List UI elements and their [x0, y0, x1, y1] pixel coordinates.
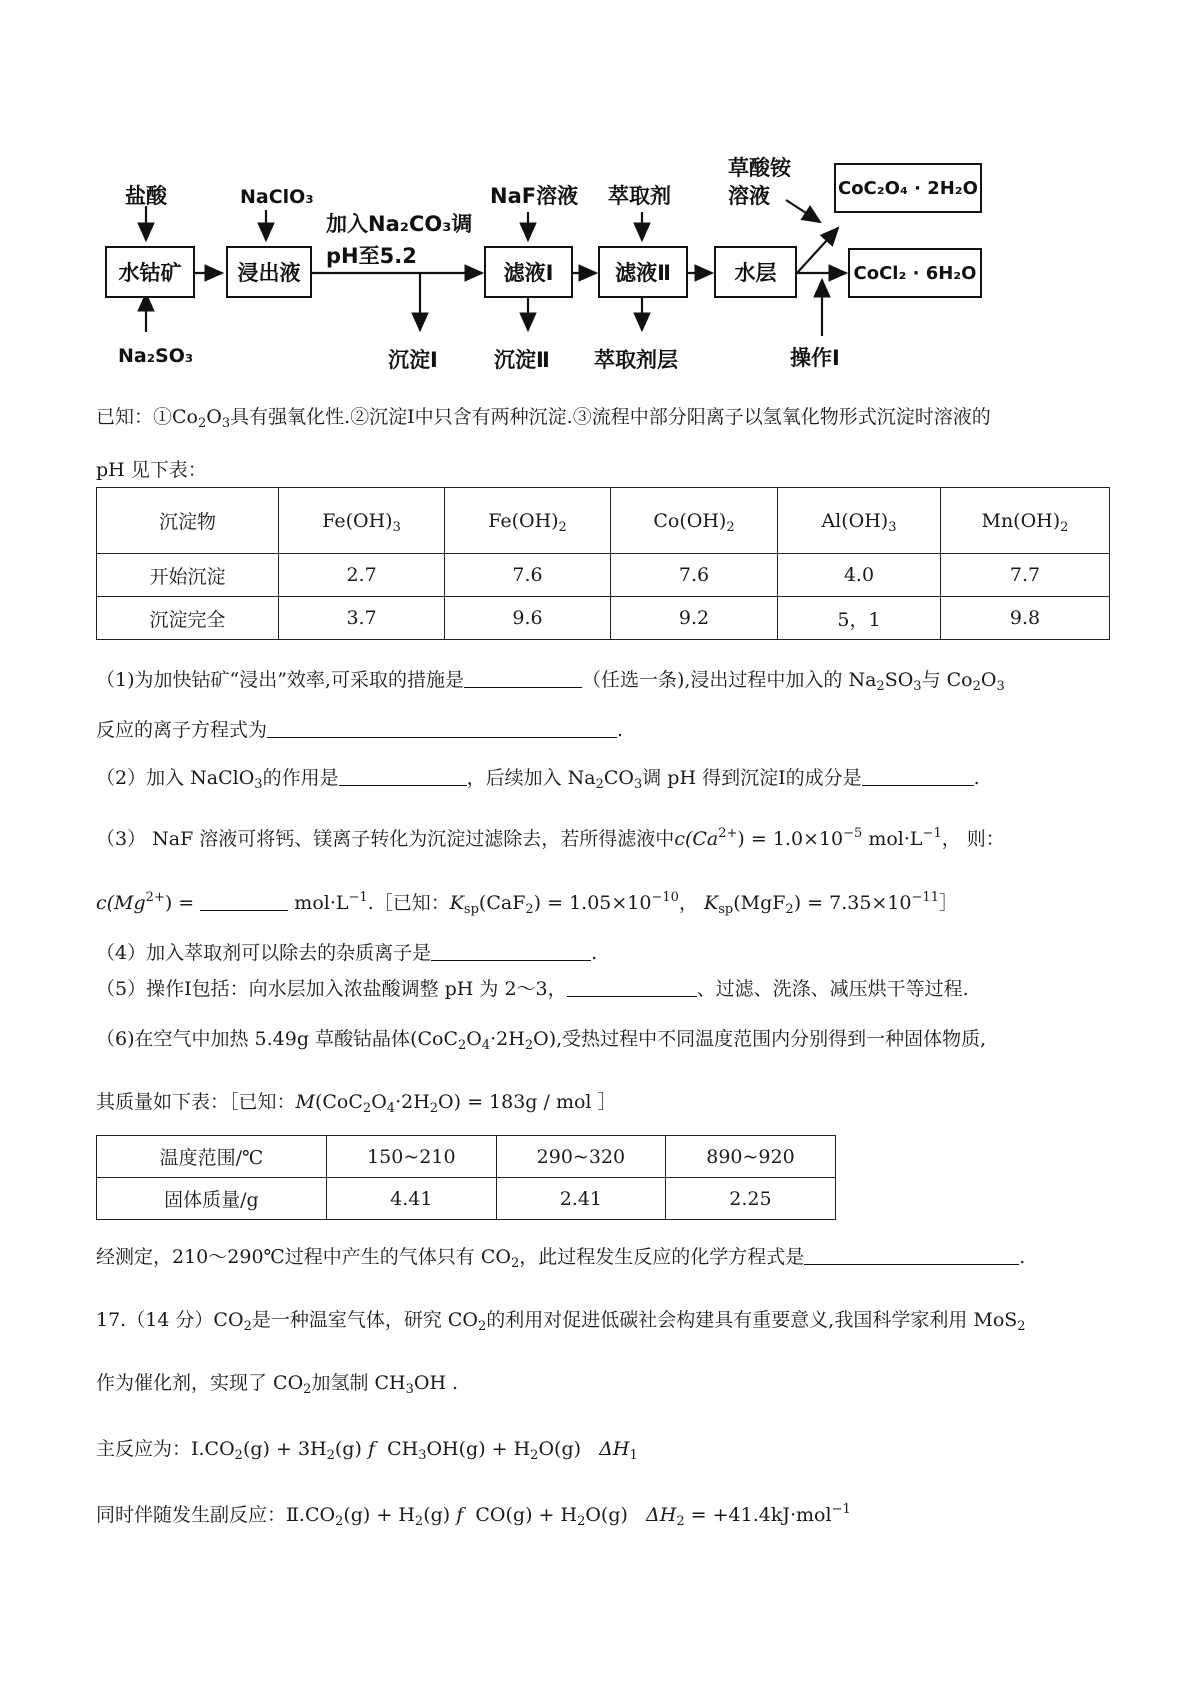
- table-cell: 开始沉淀: [97, 554, 279, 597]
- question-17-line2: 作为催化剂，实现了 $CO_2$加氢制 $CH_3OH$ .: [96, 1372, 459, 1397]
- output-extractant-layer: 萃取剂层: [594, 348, 678, 372]
- table-cell: $Co(OH)_2$: [611, 488, 778, 554]
- answer-blank: [339, 765, 467, 786]
- table-cell: 150~210: [326, 1136, 496, 1178]
- output-operation-1: 操作Ⅰ: [790, 346, 840, 370]
- table-cell: 5，1: [777, 597, 940, 640]
- question-1-line2: 反应的离子方程式为 .: [96, 719, 624, 741]
- reagent-naf: NaF溶液: [490, 184, 579, 208]
- box-product-cobalt-chloride: CoCl₂ · 6H₂O: [848, 248, 982, 298]
- table-cell: $Fe(OH)_2$: [445, 488, 611, 554]
- table-cell: 9.8: [940, 597, 1109, 640]
- known-info-line2: pH 见下表：: [96, 459, 207, 481]
- question-5: （5）操作Ⅰ包括：向水层加入浓盐酸调整 pH 为 2～3， 、过滤、洗涤、减压烘干等过程.: [96, 978, 969, 1000]
- box-filtrate-1: 滤液Ⅰ: [484, 246, 573, 298]
- question-3-line2: $c(Mg^{2+})$ = $mol\cdot L^{-1}.[$已知：$K_{sp}(CaF_2) = 1.05\times 10^{-10}$， $K_{sp}(MgF_2)$ = $7.35\times 10^{-11}]$: [96, 890, 958, 917]
- table-cell: 9.6: [445, 597, 611, 640]
- reagent-oxalate-line1: 草酸铵: [728, 156, 791, 180]
- reagent-extractant: 萃取剂: [608, 184, 671, 208]
- answer-blank: [200, 890, 288, 911]
- table-row: [97, 597, 1110, 640]
- answer-blank: [431, 940, 591, 961]
- table-cell: 4.41: [326, 1178, 496, 1220]
- table-cell: 890~920: [665, 1136, 835, 1178]
- reagent-hcl: 盐酸: [125, 184, 167, 208]
- table-cell: 9.2: [611, 597, 778, 640]
- reagent-naclo3: NaClO₃: [240, 186, 314, 208]
- question-2: （2）加入 NaClO$_3$的作用是 ，后续加入 $Na_2CO_3$调 pH 得到沉淀Ⅰ的成分是 .: [96, 767, 980, 792]
- reagent-na2so3: Na₂SO₃: [118, 345, 194, 367]
- answer-blank: [804, 1244, 1019, 1265]
- table-cell: 沉淀物: [97, 488, 279, 554]
- table-cell: 沉淀完全: [97, 597, 279, 640]
- box-water-layer: 水层: [714, 246, 797, 298]
- answer-blank: [267, 717, 617, 738]
- adjust-ph-line2: pH至5.2: [326, 244, 417, 268]
- answer-blank: [464, 667, 582, 688]
- known-info-line1: 已知：$①Co_2O_3$具有强氧化性.②沉淀Ⅰ中只含有两种沉淀.③流程中部分阳离子以氢氧化物形式沉淀时溶液的: [96, 406, 991, 431]
- main-reaction: 主反应为：$Ⅰ.CO_2(g) + 3H_2(g)$ f $CH_3OH(g) + H_2O(g)$ $\Delta H_1$: [96, 1438, 638, 1463]
- question-17-line1: 17.（14 分）$CO_2$是一种温室气体，研究 $CO_2$的利用对促进低碳社会构建具有重要意义,我国科学家利用 MoS$_2$: [96, 1309, 1026, 1334]
- box-leachate: 浸出液: [226, 246, 312, 298]
- box-product-cobalt-oxalate: CoC₂O₄ · 2H₂O: [834, 163, 982, 213]
- table-cell: 2.7: [279, 554, 445, 597]
- table-cell: $Fe(OH)_3$: [279, 488, 445, 554]
- table-header-row: [97, 488, 1110, 554]
- reagent-oxalate-line2: 溶液: [728, 184, 770, 208]
- answer-blank: [862, 765, 974, 786]
- box-filtrate-2: 滤液Ⅱ: [598, 246, 688, 298]
- table-cell: 固体质量/g: [97, 1178, 327, 1220]
- flow-arrows: [0, 0, 1200, 380]
- output-precipitate-1: 沉淀Ⅰ: [388, 348, 438, 372]
- hydroxide-ph-table: [96, 487, 1110, 640]
- box-cobalt-ore: 水钴矿: [105, 246, 195, 298]
- table-row: [97, 1178, 836, 1220]
- adjust-ph-line1: 加入Na₂CO₃调: [326, 212, 473, 236]
- table-cell: 2.25: [665, 1178, 835, 1220]
- table-cell: 3.7: [279, 597, 445, 640]
- question-6-line2: 其质量如下表：［已知：$M(CoC_2O_4\cdot 2H_2O) = 183g$ / mol ］: [96, 1091, 617, 1116]
- table-header-row: [97, 1136, 836, 1178]
- question-6-followup: 经测定，210～290℃过程中产生的气体只有 $CO_2$，此过程发生反应的化学方程式是 .: [96, 1246, 1026, 1271]
- table-cell: 4.0: [777, 554, 940, 597]
- table-cell: 7.6: [445, 554, 611, 597]
- answer-blank: [567, 976, 697, 997]
- table-cell: $Al(OH)_3$: [777, 488, 940, 554]
- question-1-line1: （1)为加快钴矿“浸出”效率,可采取的措施是 （任选一条),浸出过程中加入的 $Na_2SO_3$与 $Co_2O_3$: [96, 669, 1005, 694]
- table-cell: 7.6: [611, 554, 778, 597]
- table-cell: $Mn(OH)_2$: [940, 488, 1109, 554]
- side-reaction: 同时伴随发生副反应：$Ⅱ.CO_2(g) + H_2(g)$ f $CO(g) + H_2O(g)$ $\Delta H_2 = +41.4kJ\cdot mol^{-1}$: [96, 1502, 851, 1529]
- output-precipitate-2: 沉淀Ⅱ: [494, 348, 550, 372]
- table-cell: 温度范围/℃: [97, 1136, 327, 1178]
- table-cell: 2.41: [496, 1178, 665, 1220]
- heating-mass-table: [96, 1135, 836, 1220]
- table-row: [97, 554, 1110, 597]
- question-4: （4）加入萃取剂可以除去的杂质离子是 .: [96, 942, 598, 964]
- question-6-line1: （6)在空气中加热 5.49g 草酸钴晶体$(CoC_2O_4\cdot 2H_2O)$,受热过程中不同温度范围内分别得到一种固体物质,: [96, 1028, 987, 1053]
- question-3-line1: （3） NaF 溶液可将钙、镁离子转化为沉淀过滤除去，若所得滤液中$c(Ca^{2+}) = 1.0\times 10^{-5}$ $mol\cdot L^{-1}$， 则：: [96, 826, 1005, 850]
- table-cell: 290~320: [496, 1136, 665, 1178]
- table-cell: 7.7: [940, 554, 1109, 597]
